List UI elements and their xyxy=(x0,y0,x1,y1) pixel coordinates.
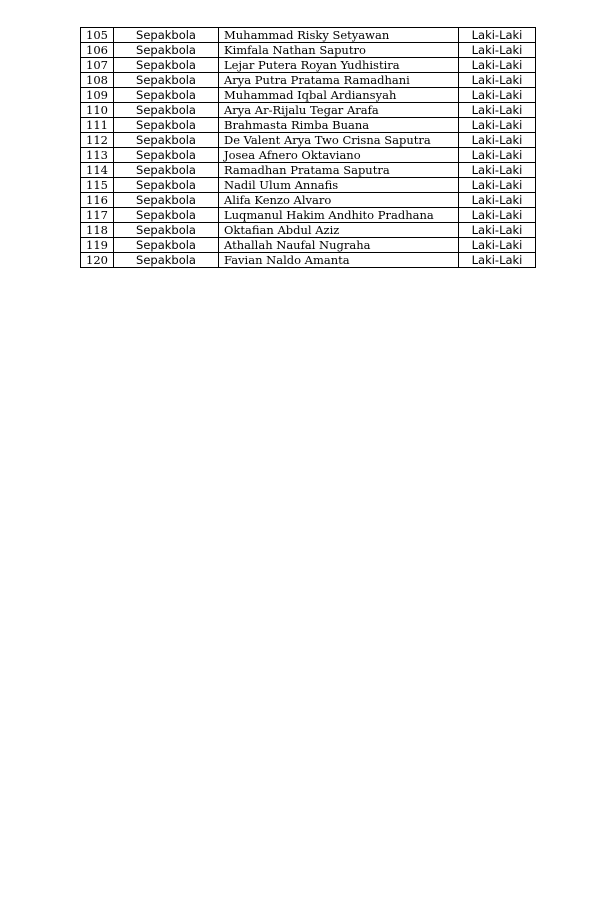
gender-cell: Laki-Laki xyxy=(459,73,536,88)
name-cell: Muhammad Iqbal Ardiansyah xyxy=(219,88,459,103)
table-row xyxy=(81,103,536,118)
row-number: 114 xyxy=(81,163,114,178)
row-number: 115 xyxy=(81,178,114,193)
sport-cell: Sepakbola xyxy=(114,133,219,148)
name-cell: Alifa Kenzo Alvaro xyxy=(219,193,459,208)
gender-cell: Laki-Laki xyxy=(459,208,536,223)
gender-cell: Laki-Laki xyxy=(459,28,536,43)
row-number: 106 xyxy=(81,43,114,58)
sport-cell: Sepakbola xyxy=(114,223,219,238)
table-row xyxy=(81,163,536,178)
sport-cell: Sepakbola xyxy=(114,193,219,208)
name-cell: Muhammad Risky Setyawan xyxy=(219,28,459,43)
sport-cell: Sepakbola xyxy=(114,163,219,178)
row-number: 120 xyxy=(81,253,114,268)
sport-cell: Sepakbola xyxy=(114,148,219,163)
table-row xyxy=(81,223,536,238)
sport-cell: Sepakbola xyxy=(114,253,219,268)
row-number: 113 xyxy=(81,148,114,163)
gender-cell: Laki-Laki xyxy=(459,253,536,268)
sport-cell: Sepakbola xyxy=(114,43,219,58)
row-number: 111 xyxy=(81,118,114,133)
name-cell: De Valent Arya Two Crisna Saputra xyxy=(219,133,459,148)
gender-cell: Laki-Laki xyxy=(459,58,536,73)
gender-cell: Laki-Laki xyxy=(459,148,536,163)
row-number: 117 xyxy=(81,208,114,223)
sport-cell: Sepakbola xyxy=(114,73,219,88)
name-cell: Arya Putra Pratama Ramadhani xyxy=(219,73,459,88)
gender-cell: Laki-Laki xyxy=(459,43,536,58)
sport-cell: Sepakbola xyxy=(114,58,219,73)
row-number: 119 xyxy=(81,238,114,253)
table-row xyxy=(81,193,536,208)
name-cell: Nadil Ulum Annafis xyxy=(219,178,459,193)
table-row xyxy=(81,148,536,163)
name-cell: Kimfala Nathan Saputro xyxy=(219,43,459,58)
sport-cell: Sepakbola xyxy=(114,28,219,43)
table-row xyxy=(81,118,536,133)
participant-table-body xyxy=(81,28,536,268)
row-number: 105 xyxy=(81,28,114,43)
gender-cell: Laki-Laki xyxy=(459,193,536,208)
table-row xyxy=(81,73,536,88)
sport-cell: Sepakbola xyxy=(114,208,219,223)
gender-cell: Laki-Laki xyxy=(459,163,536,178)
sport-cell: Sepakbola xyxy=(114,238,219,253)
gender-cell: Laki-Laki xyxy=(459,178,536,193)
name-cell: Lejar Putera Royan Yudhistira xyxy=(219,58,459,73)
gender-cell: Laki-Laki xyxy=(459,88,536,103)
name-cell: Luqmanul Hakim Andhito Pradhana xyxy=(219,208,459,223)
name-cell: Favian Naldo Amanta xyxy=(219,253,459,268)
table-row xyxy=(81,28,536,43)
row-number: 112 xyxy=(81,133,114,148)
sport-cell: Sepakbola xyxy=(114,103,219,118)
gender-cell: Laki-Laki xyxy=(459,103,536,118)
table-row xyxy=(81,253,536,268)
gender-cell: Laki-Laki xyxy=(459,133,536,148)
name-cell: Athallah Naufal Nugraha xyxy=(219,238,459,253)
row-number: 118 xyxy=(81,223,114,238)
row-number: 110 xyxy=(81,103,114,118)
participant-table xyxy=(80,27,536,268)
gender-cell: Laki-Laki xyxy=(459,223,536,238)
row-number: 107 xyxy=(81,58,114,73)
name-cell: Josea Afnero Oktaviano xyxy=(219,148,459,163)
table-row xyxy=(81,58,536,73)
sport-cell: Sepakbola xyxy=(114,88,219,103)
table-row xyxy=(81,133,536,148)
sport-cell: Sepakbola xyxy=(114,178,219,193)
row-number: 109 xyxy=(81,88,114,103)
table-row xyxy=(81,208,536,223)
gender-cell: Laki-Laki xyxy=(459,238,536,253)
name-cell: Arya Ar-Rijalu Tegar Arafa xyxy=(219,103,459,118)
row-number: 108 xyxy=(81,73,114,88)
table-row xyxy=(81,178,536,193)
row-number: 116 xyxy=(81,193,114,208)
table-row xyxy=(81,238,536,253)
sport-cell: Sepakbola xyxy=(114,118,219,133)
name-cell: Ramadhan Pratama Saputra xyxy=(219,163,459,178)
name-cell: Oktafian Abdul Aziz xyxy=(219,223,459,238)
name-cell: Brahmasta Rimba Buana xyxy=(219,118,459,133)
table-row xyxy=(81,43,536,58)
table-row xyxy=(81,88,536,103)
gender-cell: Laki-Laki xyxy=(459,118,536,133)
